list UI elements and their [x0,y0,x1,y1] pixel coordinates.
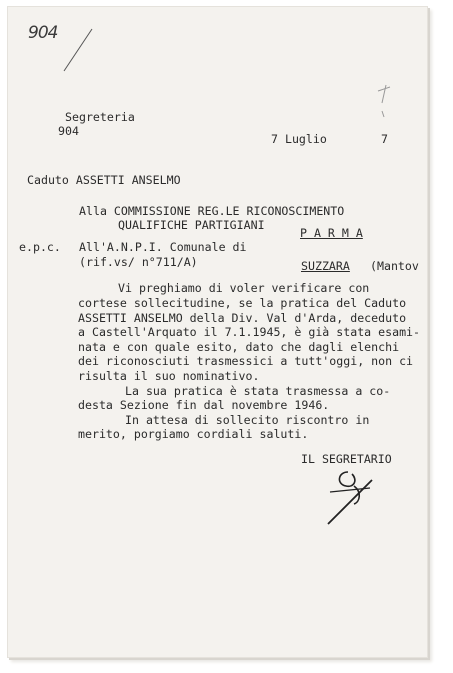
body-line-5: nata e con quale esito, dato che dagli elenchi [78,340,400,354]
body-line-11: merito, porgiamo cordiali saluti. [78,427,309,441]
letter-date: 7 Luglio [271,132,327,146]
letter-year: 7 [381,132,388,146]
pencil-slash-mark [22,17,102,77]
recipient-city-parma: P A R M A [300,226,363,240]
recipient-city-suzzara: SUZZARA [301,259,350,273]
body-line-4: a Castell'Arquato il 7.1.1945, è già stata esami- [78,325,421,339]
subject-line: Caduto ASSETTI ANSELMO [27,173,181,187]
body-line-10: In attesa di sollecito riscontro in [125,413,370,427]
handwritten-archive-number: 904 [28,23,58,43]
body-line-1: Vi preghiamo di voler verificare con [118,281,370,295]
epc-label: e.p.c. [19,240,61,254]
recipient-line-4: (rif.vs/ n°711/A) [79,255,198,269]
letter-sheet [7,6,428,658]
recipient-line-1: Alla COMMISSIONE REG.LE RICONOSCIMENTO [79,204,345,218]
pencil-corner-mark [372,81,398,121]
body-line-8: La sua pratica è stata trasmessa a co- [125,384,391,398]
protocol-number: 904 [58,124,79,138]
body-line-9: desta Sezione fin dal novembre 1946. [78,398,330,412]
recipient-line-3: All'A.N.P.I. Comunale di [79,240,247,254]
recipient-line-2: QUALIFICHE PARTIGIANI [118,218,265,232]
body-line-7: risulta il suo nominativo. [78,369,260,383]
body-line-3: ASSETTI ANSELMO della Div. Val d'Arda, deceduto [78,311,407,325]
office-label: Segreteria [65,110,135,124]
recipient-city-suffix: (Mantov [370,259,419,273]
closing-title: IL SEGRETARIO [301,452,392,466]
body-line-2: cortese sollecitudine, se la pratica del Caduto [78,296,407,310]
body-line-6: dei riconosciuti trasmessici a tutt'oggi, non ci [78,354,414,368]
handwritten-signature [324,466,384,536]
